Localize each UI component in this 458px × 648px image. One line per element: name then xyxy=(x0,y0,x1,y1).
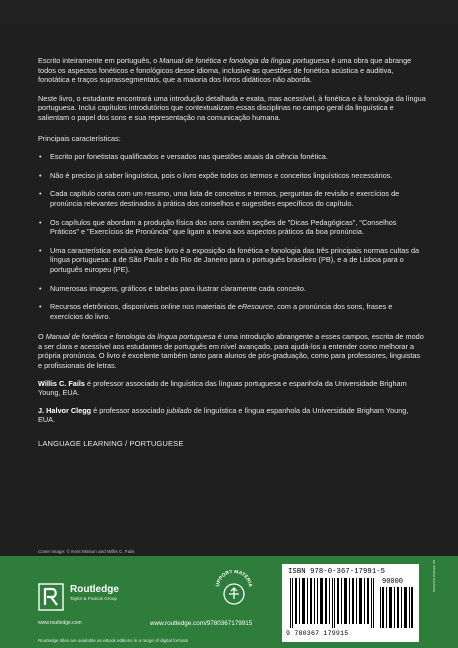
feature-item: • Uma característica exclusiva deste livro é a exposição da fonética e fonologia das três principais normas cultas da língua portuguesa: a de São Paulo e do Rio de Janeiro para o português brasileiro (PB), e a de Lisboa para o português europeu (PE). xyxy=(39,245,420,274)
bullet-icon: • xyxy=(39,170,42,180)
bullet-icon: • xyxy=(39,217,42,227)
features-title: Principais características: xyxy=(38,133,121,143)
isbn-label: ISBN 978-0-367-17991-5 xyxy=(288,568,386,576)
author-bio-1: Willis C. Fails é professor associado de linguística das línguas portuguesa e espanhola da Universidade Brigham Young, EUA. xyxy=(38,378,407,398)
back-cover-text xyxy=(38,56,426,449)
bullet-icon: • xyxy=(39,302,42,312)
feature-item: • Numerosas imagens, gráficos e tabelas para ilustrar claramente cada conceito. xyxy=(39,283,306,293)
book-url[interactable]: www.routledge.com/9780367179915 xyxy=(150,620,253,627)
price-code: 90000 xyxy=(382,578,404,586)
feature-item: • Não é preciso já saber linguística, pois o livro expõe todos os termos e conceitos linguísticos necessários. xyxy=(39,170,393,180)
ebook-note: Routledge titles are available as eBook editions in a range of digital formats xyxy=(38,638,189,643)
svg-text:SUPPORT MATERIAL xyxy=(213,570,253,588)
bullet-icon: • xyxy=(39,283,42,293)
bullet-icon: • xyxy=(39,152,42,162)
publisher-footer xyxy=(0,556,458,648)
feature-item: • Escrito por fonetistas qualificados e versados nas questões atuais da ciência fonética. xyxy=(39,152,328,162)
feature-item: • Cada capítulo conta com um resumo, uma lista de conceitos e termos, perguntas de revisão e exercícios de pronúncia relevantes destinados à prática dos conselhos e sugestões específicos do capítulo. xyxy=(39,189,400,208)
intro-book-title: Manual de fonética e fonologia da língua portuguesa xyxy=(159,56,330,65)
bullet-icon: • xyxy=(39,245,42,255)
publisher-tagline: Taylor & Francis Group xyxy=(70,596,117,601)
intro-paragraph xyxy=(38,56,426,85)
intro-suffix: é uma obra que abrange todos os aspectos fonéticos e fonológicos desse idioma, inclusive as questões de fonética acústica e auditiva, fonotática e traços suprassegmentais, que a maioria dos livros didáticos não aborda. xyxy=(38,56,412,85)
isbn-barcode xyxy=(282,564,419,642)
description-paragraph: Neste livro, o estudante encontrará uma introdução detalhada e exata, mas acessível, à fonética e à fonologia da língua portuguesa. Inclui capítulos introdutórios que contextualizam essas disciplinas no campo geral da linguística e salientam o papel dos sons e sua representação na comunicação humana. xyxy=(38,93,426,122)
cover-credit: Cover image: © Kent Minson and Willis C. Fails xyxy=(38,549,135,554)
subject-category: LANGUAGE LEARNING / PORTUGUESE xyxy=(38,439,184,449)
support-material-badge xyxy=(213,570,255,610)
author-bio-2: J. Halvor Clegg é professor associado jubilado de linguística e língua espanhola da Universidade Brigham Young, EUA. xyxy=(38,405,409,425)
routledge-r-logo-icon xyxy=(38,583,64,611)
intro-prefix: Escrito inteiramente em português, o xyxy=(38,56,160,65)
top-band xyxy=(0,0,458,24)
barcode-digits: 9 780367 179915 xyxy=(286,630,349,637)
feature-item: • Os capítulos que abordam a produção física dos sons contêm seções de "Dicas Pedagógicas", "Conselhos Práticos" e "Exercícios de Pronúncia" que ligam a teoria aos aspectos práticos da boa pronúncia. xyxy=(39,217,397,237)
summary-book-title: Manual de fonética e fonologia da língua portuguesa xyxy=(45,332,216,342)
feature-resource: Recursos eletrônicos, disponíveis online nos materiais de eResource, com a pronúncia dos sons, frases e exercícios do livro. xyxy=(50,302,393,321)
bullet-icon: • xyxy=(39,189,42,199)
feature-item xyxy=(38,302,426,321)
barcode-bars xyxy=(290,578,376,628)
spine-text: an informa business xyxy=(432,560,436,593)
author-name: J. Halvor Clegg xyxy=(38,405,92,415)
publisher-name: Routledge xyxy=(70,584,119,595)
author-name: Willis C. Fails xyxy=(38,378,85,388)
features-list xyxy=(38,152,426,321)
addon-barcode-bars xyxy=(380,587,414,628)
summary-paragraph: O Manual de fonética e fonologia da língua portuguesa é uma introdução abrangente a esses campos, escrita de modo a ser clara e acessível aos estudantes de português em nível avançado, para ajudá-los a entender como melhorar a própria pronúncia. O livro é excelente também tanto para alunos de pós-graduação, como para professores, linguistas e profissionais de letras. xyxy=(38,332,424,371)
publisher-url[interactable]: www.routledge.com xyxy=(38,620,82,626)
badge-label: UPPORT MATERIA xyxy=(215,570,254,588)
